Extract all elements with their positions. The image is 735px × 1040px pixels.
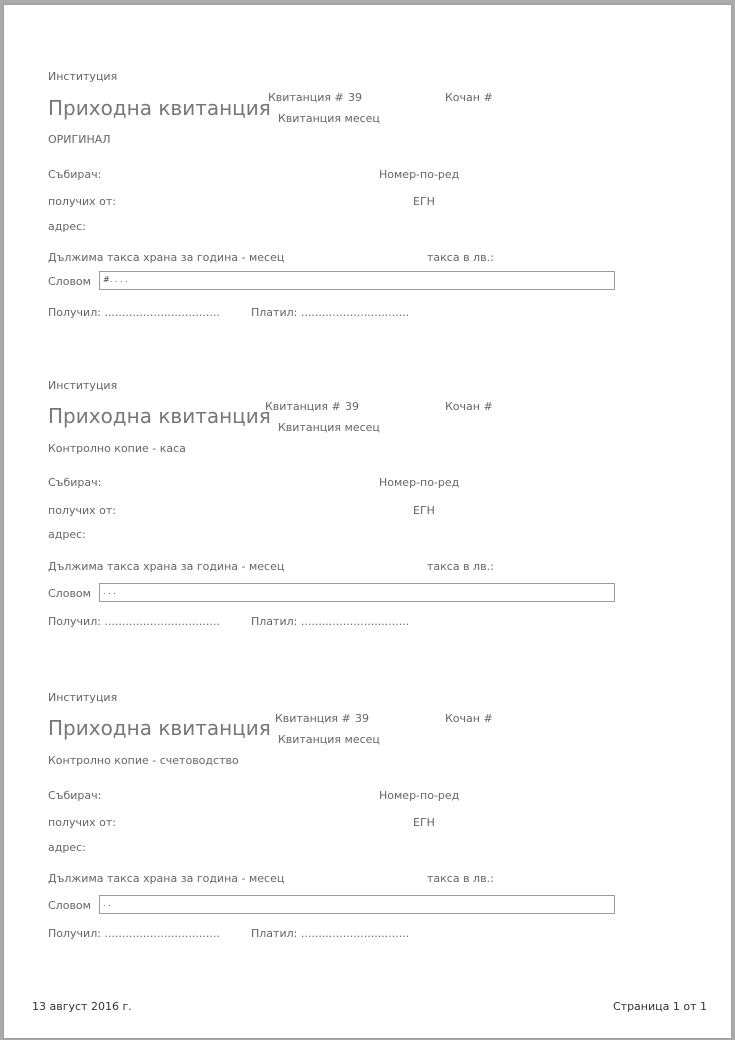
receipt-title: Приходна квитанция <box>48 96 271 120</box>
receipt-number-label: Квитанция # <box>268 91 344 104</box>
receipt-number-value: 39 <box>345 400 359 413</box>
institution-label: Институция <box>48 691 118 704</box>
copy-type-label: Контролно копие - каса <box>48 442 186 455</box>
collector-label: Събирач: <box>48 476 102 489</box>
in-words-field <box>99 583 615 602</box>
fee-due-label: Дължима такса храна за година - месец <box>48 251 285 264</box>
egn-label: ЕГН <box>413 504 435 517</box>
book-number-label: Кочан # <box>445 91 493 104</box>
copy-type-label: ОРИГИНАЛ <box>48 133 111 146</box>
receipt-month-label: Квитанция месец <box>278 421 380 434</box>
book-number-label: Кочан # <box>445 712 493 725</box>
in-words-value: . . . <box>103 587 116 596</box>
sequence-number-label: Номер-по-ред <box>379 789 460 802</box>
collector-label: Събирач: <box>48 789 102 802</box>
in-words-value: . . <box>103 899 111 908</box>
receipt-title: Приходна квитанция <box>48 404 271 428</box>
paid-signature-line: Платил: ............................... <box>251 927 410 940</box>
report-page <box>4 5 731 1038</box>
in-words-value: #. . . . <box>103 275 128 284</box>
address-label: адрес: <box>48 528 86 541</box>
sequence-number-label: Номер-по-ред <box>379 476 460 489</box>
received-signature-line: Получил: ................................. <box>48 615 220 628</box>
collector-label: Събирач: <box>48 168 102 181</box>
in-words-label: Словом <box>48 899 91 912</box>
fee-amount-label: такса в лв.: <box>427 560 494 573</box>
in-words-label: Словом <box>48 587 91 600</box>
received-signature-line: Получил: ................................. <box>48 306 220 319</box>
received-from-label: получих от: <box>48 504 116 517</box>
sequence-number-label: Номер-по-ред <box>379 168 460 181</box>
paid-signature-line: Платил: ............................... <box>251 306 410 319</box>
received-signature-line: Получил: ................................. <box>48 927 220 940</box>
receipt-number-value: 39 <box>348 91 362 104</box>
institution-label: Институция <box>48 70 118 83</box>
copy-type-label: Контролно копие - счетоводство <box>48 754 239 767</box>
receipt-number-value: 39 <box>355 712 369 725</box>
book-number-label: Кочан # <box>445 400 493 413</box>
fee-due-label: Дължима такса храна за година - месец <box>48 560 285 573</box>
received-from-label: получих от: <box>48 195 116 208</box>
fee-amount-label: такса в лв.: <box>427 251 494 264</box>
page-indicator: Страница 1 от 1 <box>612 1000 707 1013</box>
address-label: адрес: <box>48 220 86 233</box>
paid-signature-line: Платил: ............................... <box>251 615 410 628</box>
report-date: 13 август 2016 г. <box>32 1000 132 1013</box>
receipt-month-label: Квитанция месец <box>278 112 380 125</box>
fee-due-label: Дължима такса храна за година - месец <box>48 872 285 885</box>
in-words-label: Словом <box>48 275 91 288</box>
institution-label: Институция <box>48 379 118 392</box>
fee-amount-label: такса в лв.: <box>427 872 494 885</box>
in-words-field <box>99 895 615 914</box>
receipt-number-label: Квитанция # <box>275 712 351 725</box>
receipt-title: Приходна квитанция <box>48 716 271 740</box>
address-label: адрес: <box>48 841 86 854</box>
egn-label: ЕГН <box>413 195 435 208</box>
received-from-label: получих от: <box>48 816 116 829</box>
receipt-number-label: Квитанция # <box>265 400 341 413</box>
receipt-month-label: Квитанция месец <box>278 733 380 746</box>
egn-label: ЕГН <box>413 816 435 829</box>
